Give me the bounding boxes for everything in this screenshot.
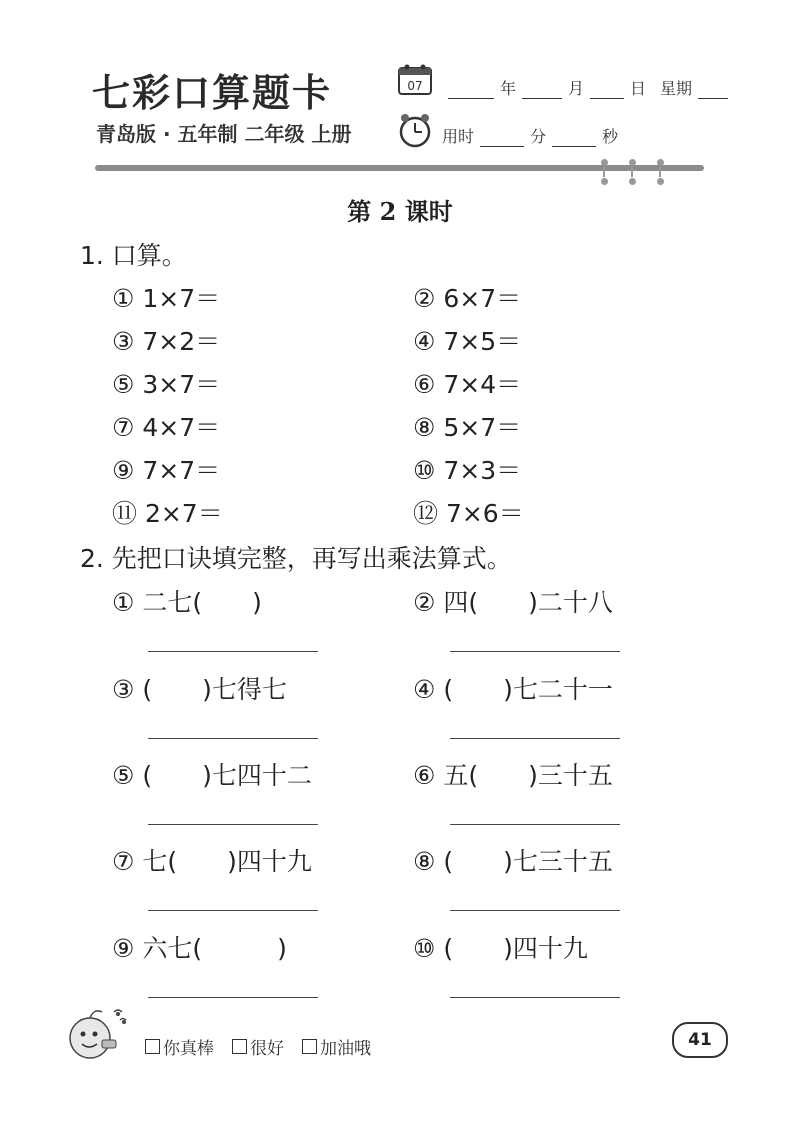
rating-great-label: 你真棒	[163, 1039, 214, 1059]
rhyme-problem-3[interactable]: ③ ( )七得七	[112, 675, 287, 704]
day-label: 日	[630, 79, 647, 98]
calendar-day: 07	[407, 79, 423, 93]
seconds-blank[interactable]	[552, 130, 596, 147]
year-blank[interactable]	[448, 82, 494, 99]
rhyme-problem-10[interactable]: ⑩ ( )四十九	[413, 934, 588, 963]
divider-beads	[600, 158, 664, 186]
seconds-label: 秒	[602, 127, 619, 146]
oral-problem-1[interactable]: ① 1×7＝	[112, 284, 221, 313]
answer-line-1[interactable]	[148, 651, 318, 652]
oral-problem-6[interactable]: ⑥ 7×4＝	[413, 370, 522, 399]
rating-great[interactable]	[145, 1034, 214, 1059]
month-blank[interactable]	[522, 82, 562, 99]
oral-problem-11[interactable]: ⑪ 2×7＝	[112, 499, 223, 528]
month-label: 月	[568, 79, 585, 98]
oral-problem-3[interactable]: ③ 7×2＝	[112, 327, 221, 356]
checkbox-great[interactable]	[145, 1039, 160, 1054]
minutes-blank[interactable]	[480, 130, 524, 147]
answer-line-8[interactable]	[450, 910, 620, 911]
mascot-icon	[62, 1000, 132, 1074]
oral-problem-10[interactable]: ⑩ 7×3＝	[413, 456, 522, 485]
day-blank[interactable]	[590, 82, 624, 99]
rating-good-label: 很好	[250, 1039, 284, 1059]
checkbox-good[interactable]	[232, 1039, 247, 1054]
answer-line-2[interactable]	[450, 651, 620, 652]
answer-line-6[interactable]	[450, 824, 620, 825]
weekday-blank[interactable]	[698, 82, 728, 99]
rhyme-problem-9[interactable]: ⑨ 六七( )	[112, 934, 287, 963]
date-fields	[442, 76, 734, 99]
answer-line-4[interactable]	[450, 738, 620, 739]
oral-problem-4[interactable]: ④ 7×5＝	[413, 327, 522, 356]
oral-problem-7[interactable]: ⑦ 4×7＝	[112, 413, 221, 442]
rating-keep-going[interactable]	[302, 1034, 371, 1059]
rating-keep-going-label: 加油哦	[320, 1039, 371, 1059]
answer-line-7[interactable]	[148, 910, 318, 911]
alarm-clock-icon	[397, 112, 433, 152]
oral-problem-2[interactable]: ② 6×7＝	[413, 284, 522, 313]
rhyme-problem-4[interactable]: ④ ( )七二十一	[413, 675, 613, 704]
rating-options	[145, 1034, 371, 1059]
rhyme-problem-7[interactable]: ⑦ 七( )四十九	[112, 847, 312, 876]
answer-line-5[interactable]	[148, 824, 318, 825]
answer-line-9[interactable]	[148, 997, 318, 998]
edition-label: 青岛版 · 五年制 二年级 上册	[96, 122, 352, 146]
section1-heading: 1. 口算。	[80, 241, 187, 270]
rhyme-problem-6[interactable]: ⑥ 五( )三十五	[413, 761, 613, 790]
calendar-icon	[397, 62, 433, 100]
answer-line-3[interactable]	[148, 738, 318, 739]
year-label: 年	[500, 79, 517, 98]
rhyme-problem-8[interactable]: ⑧ ( )七三十五	[413, 847, 613, 876]
rating-good[interactable]	[232, 1034, 284, 1059]
section2-heading: 2. 先把口诀填完整，再写出乘法算式。	[80, 544, 512, 573]
time-fields	[442, 124, 618, 147]
oral-problem-8[interactable]: ⑧ 5×7＝	[413, 413, 522, 442]
oral-problem-5[interactable]: ⑤ 3×7＝	[112, 370, 221, 399]
page-number: 41	[672, 1022, 728, 1058]
rhyme-problem-5[interactable]: ⑤ ( )七四十二	[112, 761, 312, 790]
brand-logo: 七彩口算题卡	[92, 71, 333, 115]
rhyme-problem-1[interactable]: ① 二七( )	[112, 588, 262, 617]
weekday-label: 星期	[660, 79, 693, 98]
minutes-label: 分	[530, 127, 547, 146]
oral-problem-12[interactable]: ⑫ 7×6＝	[413, 499, 524, 528]
checkbox-keep-going[interactable]	[302, 1039, 317, 1054]
rhyme-problem-2[interactable]: ② 四( )二十八	[413, 588, 613, 617]
answer-line-10[interactable]	[450, 997, 620, 998]
lesson-title: 第 2 课时	[347, 197, 453, 226]
time-used-label: 用时	[442, 127, 475, 146]
oral-problem-9[interactable]: ⑨ 7×7＝	[112, 456, 221, 485]
